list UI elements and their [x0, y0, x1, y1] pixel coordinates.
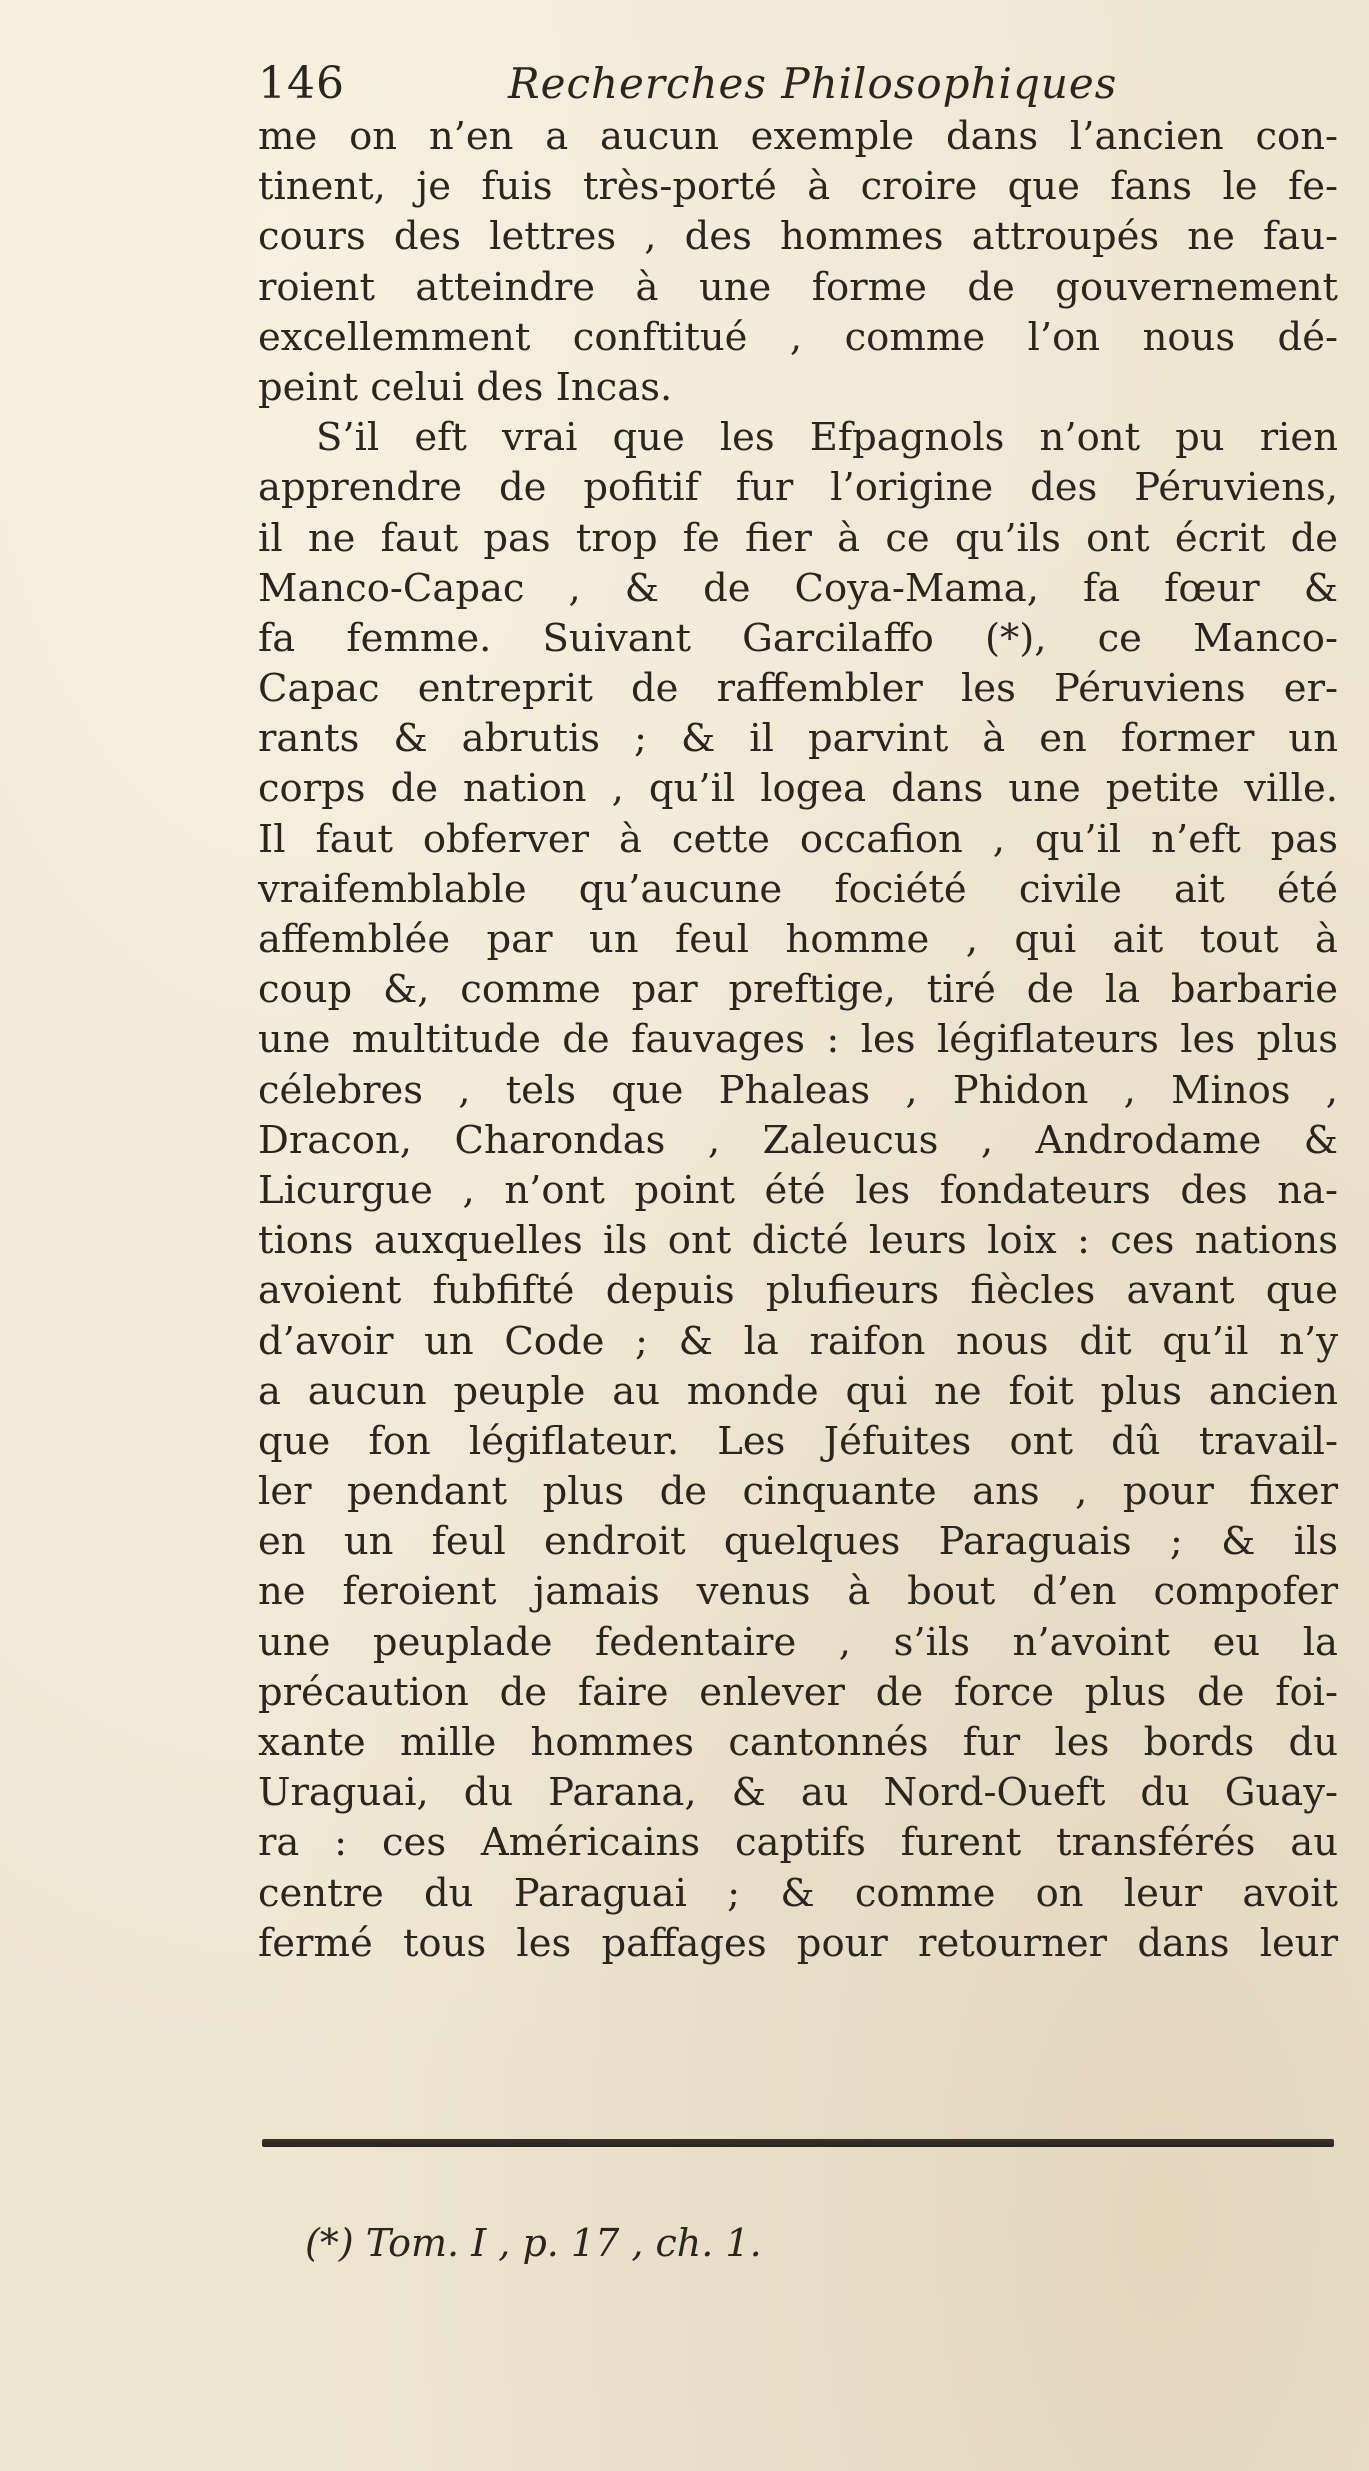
text-line: en un feul endroit quelques Paraguais ; & ils — [258, 1519, 1338, 1565]
text-line: Capac entreprit de raffembler les Péruviens er- — [258, 666, 1338, 712]
text-line: Uraguai, du Parana, & au Nord-Oueft du Guay- — [258, 1770, 1338, 1816]
footnote-separator-rule — [262, 2139, 1334, 2147]
text-line: précaution de faire enlever de force plus de foi- — [258, 1669, 1338, 1715]
paragraph-start-line: S’il eft vrai que les Efpagnols n’ont pu rien — [316, 415, 1338, 461]
text-line: tions auxquelles ils ont dicté leurs loix : ces nations — [258, 1218, 1338, 1264]
text-line: que fon légiflateur. Les Jéfuites ont dû travail- — [258, 1418, 1338, 1464]
text-line: Manco-Capac , & de Coya-Mama, fa fœur & — [258, 565, 1338, 611]
text-line: d’avoir un Code ; & la raifon nous dit qu’il n’y — [258, 1318, 1338, 1364]
text-line: fermé tous les paffages pour retourner dans leur — [258, 1920, 1338, 1966]
text-line: excellemment conftitué , comme l’on nous dé- — [258, 314, 1338, 360]
text-line: fa femme. Suivant Garcilaffo (*), ce Manco- — [258, 615, 1338, 661]
text-line: une multitude de fauvages : les légiflateurs les plus — [258, 1017, 1338, 1063]
text-line: roient atteindre à une forme de gouvernement — [258, 264, 1338, 310]
text-line: ra : ces Américains captifs furent transférés au — [258, 1820, 1338, 1866]
text-line: célebres , tels que Phaleas , Phidon , Minos , — [258, 1067, 1338, 1113]
text-line: Il faut obferver à cette occafion , qu’il n’eft pas — [258, 816, 1338, 862]
text-line: rants & abrutis ; & il parvint à en former un — [258, 716, 1338, 762]
text-line: a aucun peuple au monde qui ne foit plus ancien — [258, 1368, 1338, 1414]
text-line: Dracon, Charondas , Zaleucus , Androdame & — [258, 1117, 1338, 1163]
text-line: affemblée par un feul homme , qui ait tout à — [258, 917, 1338, 962]
text-line: xante mille hommes cantonnés fur les bords du — [258, 1720, 1338, 1765]
page-number: 146 — [258, 58, 345, 109]
text-line: cours des lettres , des hommes attroupés ne fau- — [258, 214, 1338, 260]
text-line: ler pendant plus de cinquante ans , pour fixer — [258, 1469, 1338, 1515]
text-line: tinent, je fuis très-porté à croire que fans le fe- — [258, 164, 1338, 210]
text-line: Licurgue , n’ont point été les fondateurs des na- — [258, 1167, 1338, 1213]
text-line: une peuplade fedentaire , s’ils n’avoint eu la — [258, 1619, 1338, 1665]
text-line: vraifemblable qu’aucune fociété civile ait été — [258, 866, 1338, 912]
footnote: (*) Tom. I , p. 17 , ch. 1. — [305, 2221, 762, 2265]
text-line: ne feroient jamais venus à bout d’en compofer — [258, 1569, 1338, 1615]
text-line: avoient fubfifté depuis plufieurs fiècles avant que — [258, 1268, 1338, 1314]
running-head: Recherches Philosophiques — [508, 59, 1118, 108]
text-line: il ne faut pas trop fe fier à ce qu’ils ont écrit de — [258, 515, 1338, 561]
text-line: peint celui des Incas. — [258, 364, 673, 410]
text-line: me on n’en a aucun exemple dans l’ancien con- — [258, 114, 1338, 159]
text-line: apprendre de pofitif fur l’origine des Péruviens, — [258, 465, 1338, 511]
text-line: centre du Paraguai ; & comme on leur avoit — [258, 1870, 1338, 1916]
body-text — [258, 112, 1338, 1969]
text-line: corps de nation , qu’il logea dans une petite ville. — [258, 766, 1338, 812]
text-line: coup &, comme par preftige, tiré de la barbarie — [258, 967, 1338, 1013]
page-header — [258, 54, 1338, 114]
